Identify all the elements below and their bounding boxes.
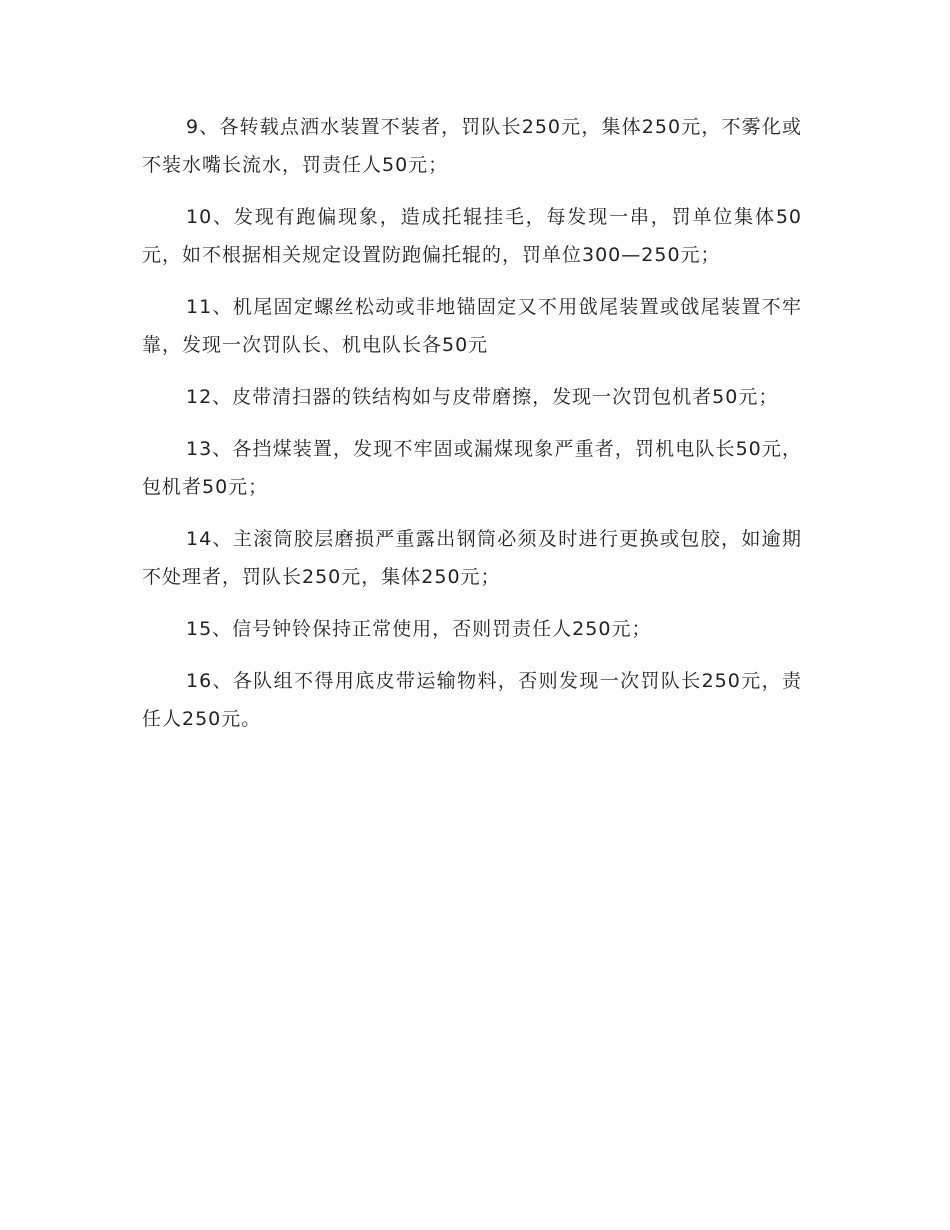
document-body <box>142 108 802 752</box>
paragraph-item-10: 10、发现有跑偏现象，造成托辊挂毛，每发现一串，罚单位集体50元，如不根据相关规定设置防跑偏托辊的，罚单位300—250元； <box>142 206 802 266</box>
paragraph-item-12: 12、皮带清扫器的铁结构如与皮带磨擦，发现一次罚包机者50元； <box>186 386 779 408</box>
paragraph-item-15: 15、信号钟铃保持正常使用，否则罚责任人250元； <box>186 618 652 640</box>
paragraph-item-16: 16、各队组不得用底皮带运输物料，否则发现一次罚队长250元，责任人250元。 <box>142 670 802 730</box>
paragraph-item-13: 13、各挡煤装置，发现不牢固或漏煤现象严重者，罚机电队长50元，包机者50元； <box>142 438 802 498</box>
paragraph-item-11: 11、机尾固定螺丝松动或非地锚固定又不用戗尾装置或戗尾装置不牢靠，发现一次罚队长、机电队长各50元 <box>142 296 802 356</box>
paragraph-item-9: 9、各转载点洒水装置不装者，罚队长250元，集体250元，不雾化或不装水嘴长流水，罚责任人50元； <box>142 116 802 176</box>
paragraph-item-14: 14、主滚筒胶层磨损严重露出钢筒必须及时进行更换或包胶，如逾期不处理者，罚队长250元，集体250元； <box>142 528 802 588</box>
